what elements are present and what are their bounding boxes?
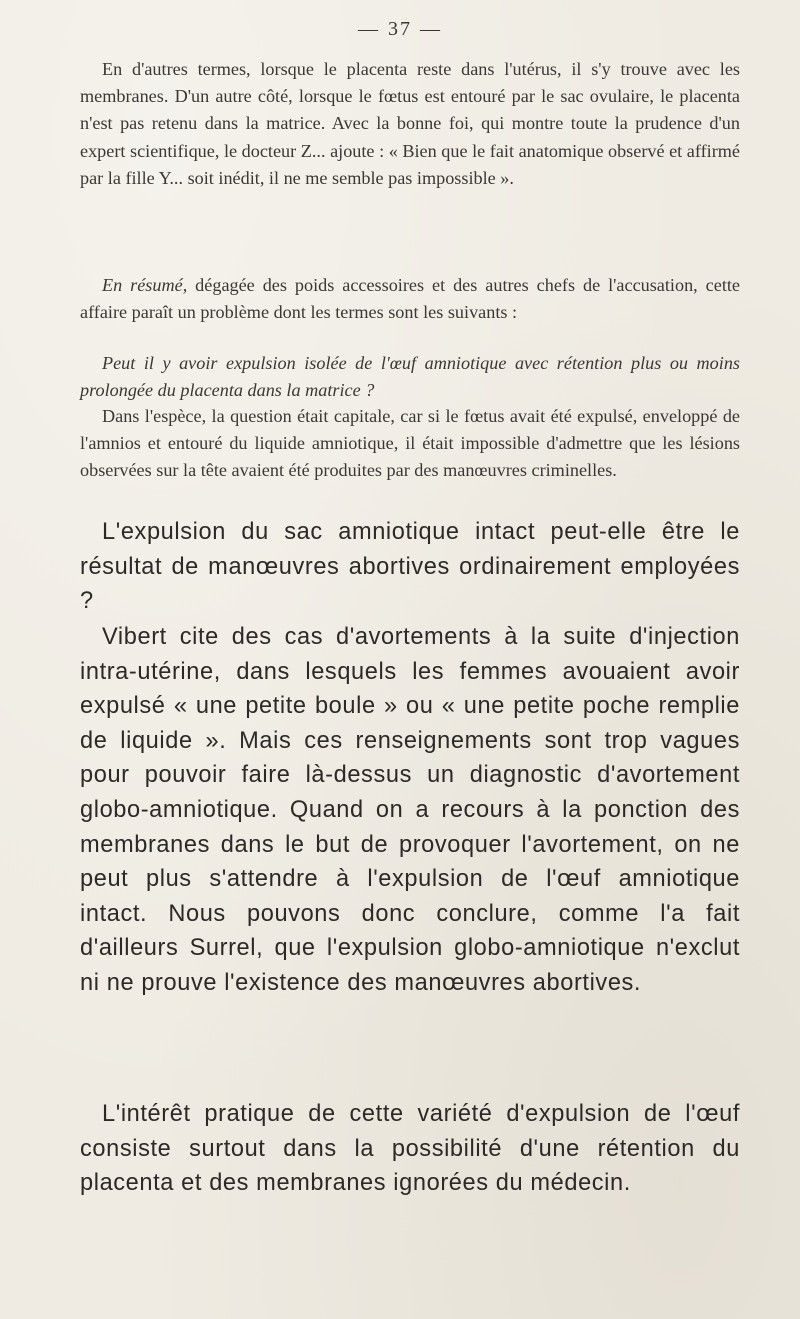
paragraph-block-5 — [80, 1097, 740, 1201]
question-isolated-expulsion — [80, 350, 740, 404]
paragraph-capital-question: Dans l'espèce, la question était capitale, car si le fœtus avait été expulsé, enveloppé de l'amnios et entouré du liquide amniotique, il était impossible d'admettre que les lésions observées sur la tête avaient été produites par des manœuvres criminelles. — [80, 406, 740, 481]
page-number-header — [0, 18, 800, 41]
summary-text: , dégagée des poids accessoires et des autres chefs de l'accusation, cette affaire paraît un problème dont les termes sont les suivants : — [80, 275, 740, 323]
page-number: 37 — [388, 18, 412, 40]
question-text: Peut il y avoir expulsion isolée de l'œuf amniotique avec rétention plus ou moins prolongée du placenta dans la matrice ? — [80, 353, 740, 401]
paragraph-vibert-cases: Vibert cite des cas d'avortements à la suite d'injection intra-utérine, dans lesquels les femmes avouaient avoir expulsé « une petite boule » ou « une petite poche remplie de liquide ». Mais ces renseignements sont trop vagues pour pouvoir faire là-dessus un diagnostic d'avortement globo-amniotique. Quand on a recours à la ponction des membranes dans le but de provoquer l'avortement, on ne peut plus s'attendre à l'expulsion de l'œuf amniotique intact. Nous pouvons donc conclure, comme l'a fait d'ailleurs Surrel, que l'expulsion globo-amniotique n'exclut ni ne prouve l'existence des manœuvres abortives. — [80, 624, 740, 996]
summary-italic-lead: En résumé — [102, 275, 183, 295]
paragraph-practical-interest: L'intérêt pratique de cette variété d'expulsion de l'œuf consiste surtout dans la possibilité d'une rétention du placenta et des membranes ignorées du médecin. — [80, 1101, 740, 1197]
dash-right: — — [420, 18, 442, 40]
paragraph-block-1 — [80, 56, 740, 192]
paragraph-block-4 — [80, 620, 740, 1001]
section-heading-question: L'expulsion du sac amniotique intact peut-elle être le résultat de manœuvres abortives ordinairement employées ? — [80, 519, 740, 615]
paragraph-summary — [80, 272, 740, 326]
paragraph-block-3 — [80, 403, 740, 485]
section-heading-block — [80, 515, 740, 619]
question-block-1 — [80, 350, 740, 404]
paragraph-expert-opinion: En d'autres termes, lorsque le placenta reste dans l'utérus, il s'y trouve avec les membranes. D'un autre côté, lorsque le fœtus est entouré par le sac ovulaire, le placenta n'est pas retenu dans la matrice. Avec la bonne foi, qui montre toute la prudence d'un expert scientifique, le docteur Z... ajoute : « Bien que le fait anatomique observé et affirmé par la fille Y... soit inédit, il ne me semble pas impossible ». — [80, 59, 740, 188]
dash-left: — — [358, 18, 380, 40]
paragraph-block-2 — [80, 272, 740, 326]
